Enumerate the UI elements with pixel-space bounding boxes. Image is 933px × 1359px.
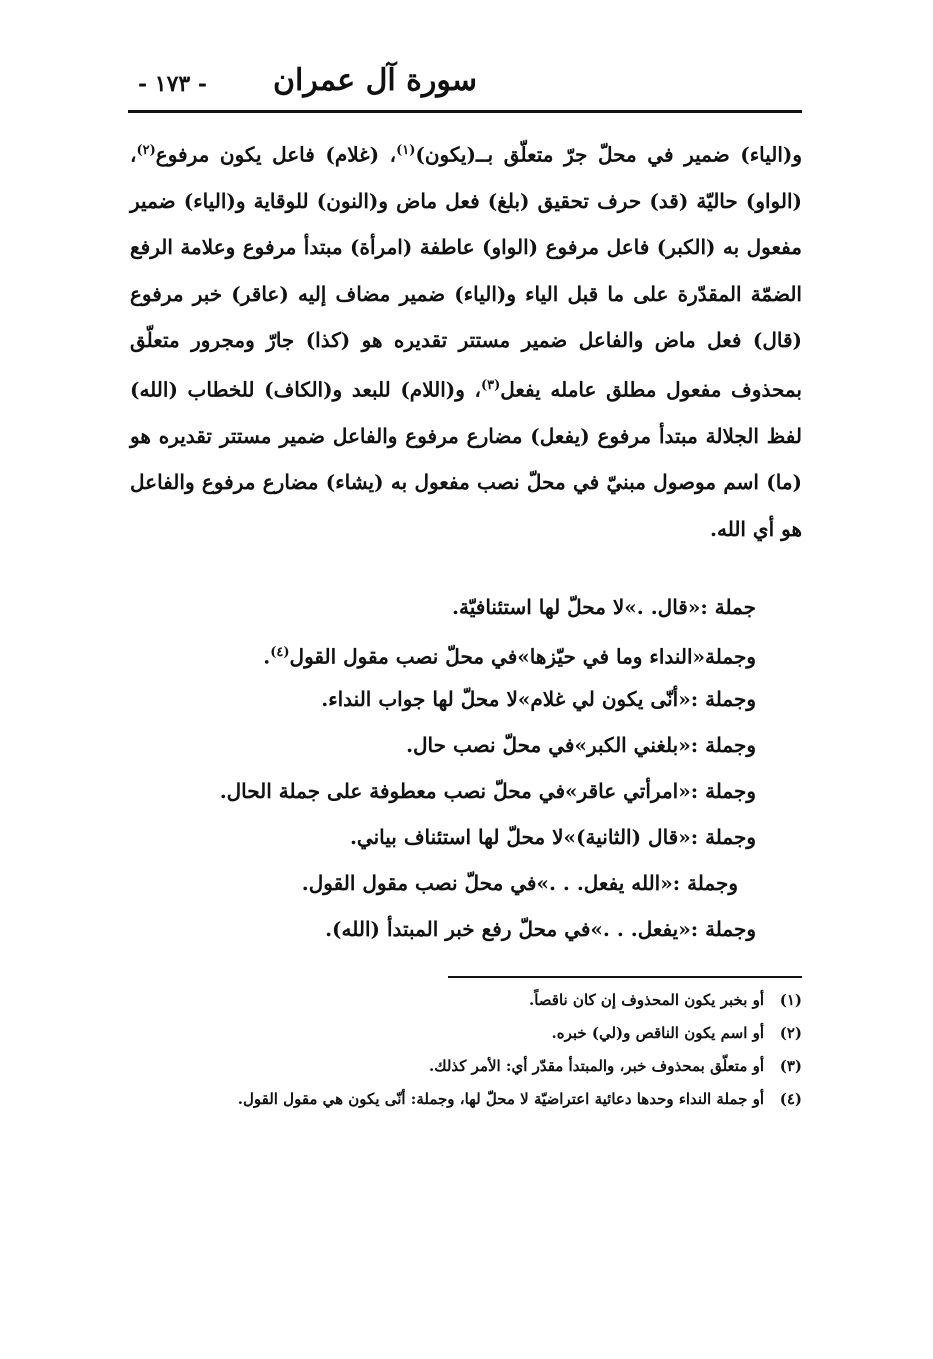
parsing-paragraph: [130, 128, 802, 552]
sentence-line: وجملة :«أنّى يكون لي غلام»لا محلّ لها جواب النداء.: [321, 687, 756, 711]
footnote-ref-3[interactable]: (٣): [480, 378, 501, 394]
footnote-number: (٢): [779, 1024, 802, 1042]
paragraph-text: ، (غلام) فاعل يكون مرفوع: [155, 142, 397, 167]
footnote-text: أو اسم يكون الناقص و(لي) خبره.: [551, 1024, 764, 1042]
sentence-line: وجملة«النداء وما في حيّزها»في محلّ نصب مقول القول$^{(٤)}$.: [263, 644, 756, 669]
sentence-line: وجملة :«يفعل. . .»في محلّ رفع خبر المبتدأ (الله).: [325, 917, 756, 941]
footnote-ref-4[interactable]: (٤): [270, 645, 290, 660]
sentence-line: وجملة :«بلغني الكبر»في محلّ نصب حال.: [406, 733, 756, 757]
paragraph-text: و(الياء) ضمير في محلّ جرّ متعلّق بــ(يكون): [415, 142, 802, 167]
footnote-number: (٤): [779, 1090, 802, 1108]
footnote-number: (١): [779, 991, 802, 1009]
sentence-line: وجملة :«قال (الثانية)»لا محلّ لها استئناف بياني.: [349, 825, 756, 849]
surah-title: سورة آل عمران: [272, 63, 477, 98]
sentence-line: وجملة :«الله يفعل. . .»في محلّ نصب مقول القول.: [301, 871, 738, 895]
sentence-analysis-list: [130, 584, 756, 952]
footnotes: [130, 984, 802, 1116]
footnote-ref-2[interactable]: (٢): [136, 143, 156, 158]
footnote-text: أو بخبر يكون المحذوف إن كان ناقصاً.: [528, 991, 764, 1009]
footnote-item: [130, 1017, 802, 1050]
footnote-item: [130, 984, 802, 1017]
page-header: [128, 55, 802, 105]
footnote-rule: [448, 976, 802, 978]
sentence-line: جملة :«قال. .»لا محلّ لها استئنافيّة.: [452, 595, 756, 619]
footnote-item: [130, 1050, 802, 1083]
footnote-ref-1[interactable]: (١): [396, 143, 416, 158]
paragraph-text: ، و(اللام) للبعد و(الكاف) للخطاب (الله) لفظ الجلالة مبتدأ مرفوع (يفعل) مضارع مرفوع والفاعل ضمير مستتر تقديره هو (ما) اسم موصول مبنيّ في محلّ نصب مفعول به (يشاء) مضارع مرفوع والفاعل هو أي الله.: [130, 377, 802, 541]
footnote-text: أو جملة النداء وحدها دعائية اعتراضيّة لا محلّ لها، وجملة: أنّى يكون هي مقول القول.: [237, 1090, 764, 1108]
header-rule: [128, 110, 802, 113]
sentence-line: وجملة :«امرأتي عاقر»في محلّ نصب معطوفة على جملة الحال.: [219, 779, 756, 803]
footnote-item: [130, 1083, 802, 1116]
paragraph-text: ، (الواو) حاليّة (قد) حرف تحقيق (بلغ) فعل ماض و(النون) للوقاية و(الياء) ضمير مفعول به (الكبر) فاعل مرفوع (الواو) عاطفة (امرأة) مبتدأ مرفوع وعلامة الرفع الضمّة المقدّرة على ما قبل الياء و(الياء) ضمير مضاف إليه (عاقر) خبر مرفوع (قال) فعل ماض والفاعل ضمير مستتر تقديره هو (كذا) جارّ ومجرور متعلّق بمحذوف مفعول مطلق عامله يفعل: [130, 142, 802, 402]
footnote-number: (٣): [779, 1057, 802, 1075]
footnote-text: أو متعلّق بمحذوف خبر، والمبتدأ مقدّر أي: الأمر كذلك.: [429, 1057, 764, 1075]
page-number: - ١٧٣ -: [138, 71, 208, 97]
